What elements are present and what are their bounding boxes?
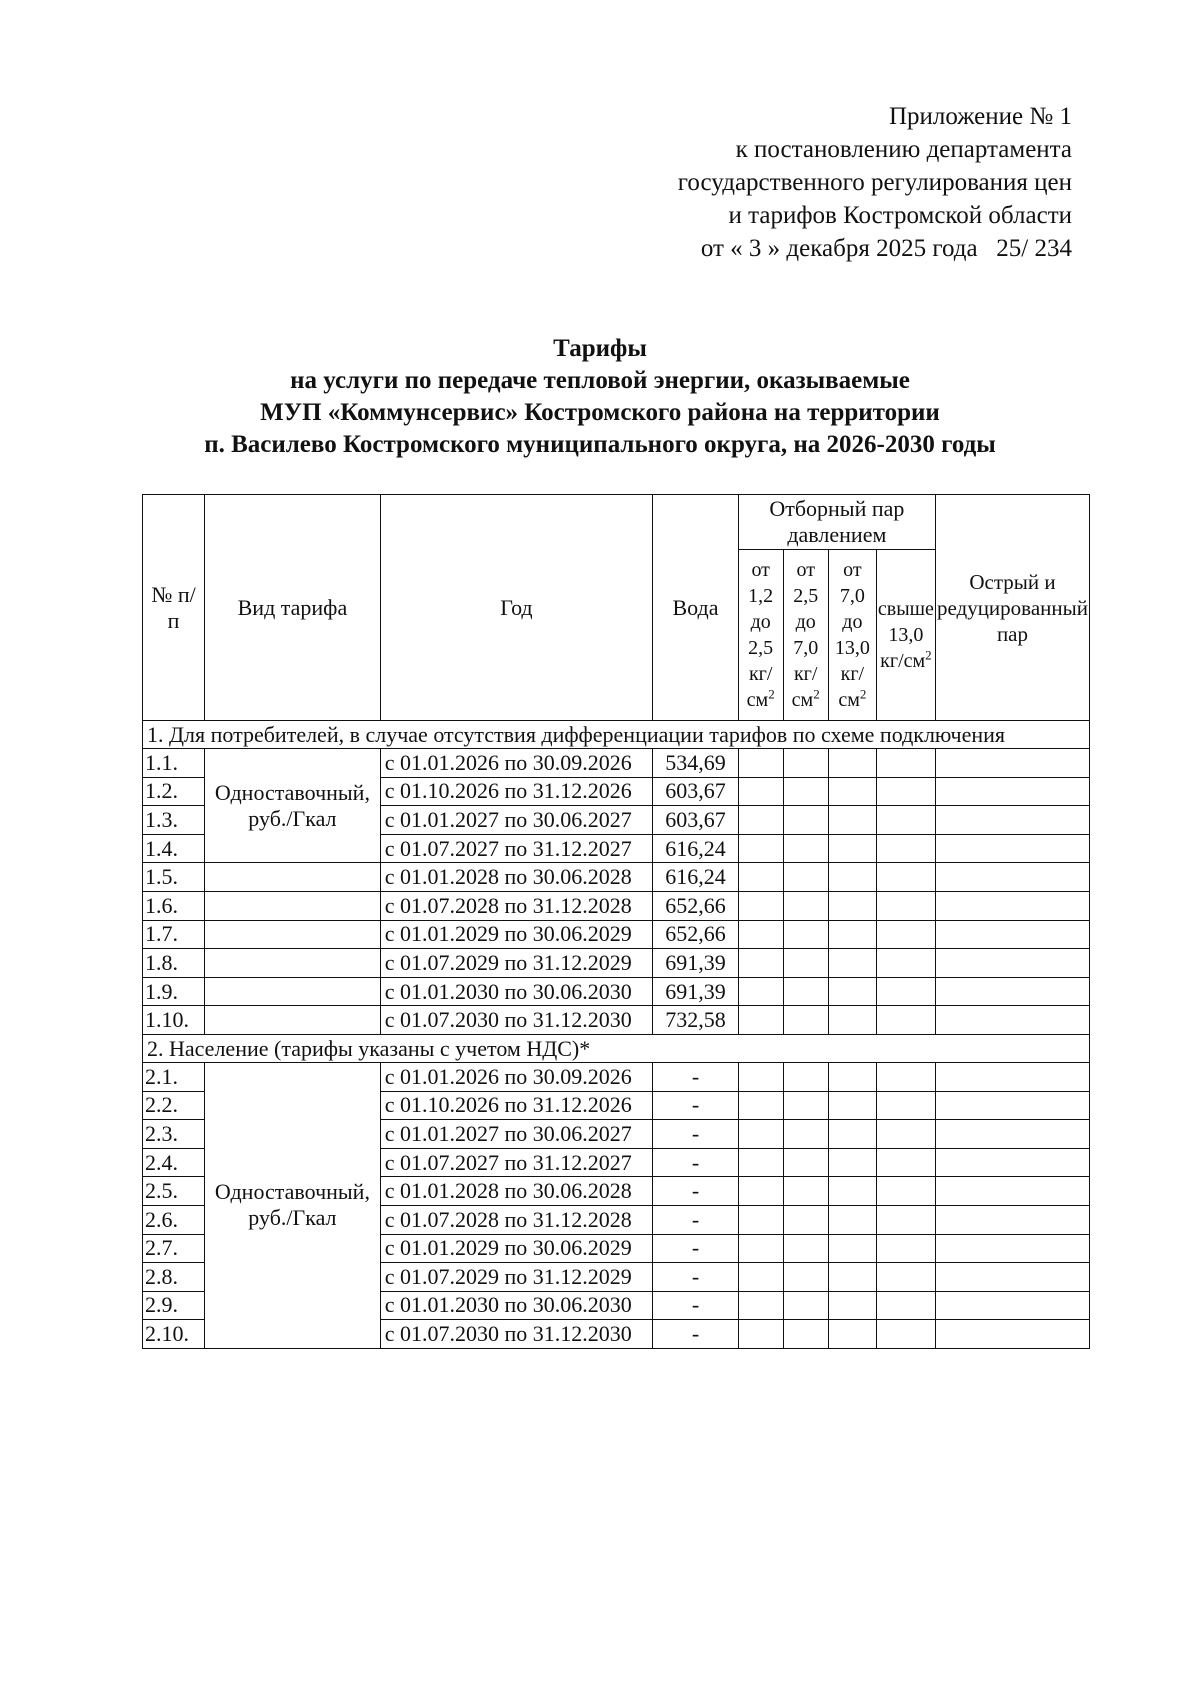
tariff-kind-empty <box>205 891 381 920</box>
empty-cell <box>828 1263 876 1292</box>
row-number: 1.9. <box>143 977 205 1006</box>
row-number: 1.8. <box>143 949 205 978</box>
empty-cell <box>828 920 876 949</box>
header-year: Год <box>380 495 652 721</box>
header-kind: Вид тарифа <box>205 495 381 721</box>
empty-cell <box>783 1177 828 1206</box>
header-steam-1: от 1,2 до 2,5 $кг/см^2$ <box>738 550 783 721</box>
header-number: № п/п <box>143 495 205 721</box>
row-water-value: 691,39 <box>653 977 739 1006</box>
row-number: 2.4. <box>143 1148 205 1177</box>
empty-cell <box>828 949 876 978</box>
header-steam-3: от 7,0 до 13,0 $кг/см^2$ <box>828 550 876 721</box>
row-number: 1.1. <box>143 749 205 778</box>
row-period: с 01.01.2026 по 30.09.2026 <box>380 1062 652 1091</box>
row-number: 1.10. <box>143 1006 205 1035</box>
section-row <box>143 1034 1090 1062</box>
row-water-value: 603,67 <box>653 806 739 835</box>
row-period: с 01.01.2030 по 30.06.2030 <box>380 1291 652 1320</box>
empty-cell <box>738 1263 783 1292</box>
table-row <box>143 863 1090 892</box>
empty-cell <box>783 949 828 978</box>
empty-cell <box>783 863 828 892</box>
empty-cell <box>738 1177 783 1206</box>
empty-cell <box>738 1120 783 1149</box>
empty-cell <box>935 1234 1089 1263</box>
empty-cell <box>828 777 876 806</box>
row-water-value: - <box>653 1120 739 1149</box>
empty-cell <box>876 1291 935 1320</box>
empty-cell <box>876 834 935 863</box>
empty-cell <box>828 1291 876 1320</box>
tariff-kind-line: Одноставочный, <box>214 779 370 805</box>
row-period: с 01.07.2029 по 31.12.2029 <box>380 1263 652 1292</box>
tariff-kind-line: Одноставочный, <box>214 1179 370 1205</box>
empty-cell <box>876 806 935 835</box>
table-row <box>143 920 1090 949</box>
row-water-value: 691,39 <box>653 949 739 978</box>
title-line: на услуги по передаче тепловой энергии, оказываемые <box>290 367 910 394</box>
row-number: 2.5. <box>143 1177 205 1206</box>
row-number: 1.4. <box>143 834 205 863</box>
empty-cell <box>876 1320 935 1349</box>
empty-cell <box>738 1205 783 1234</box>
row-period: с 01.01.2029 по 30.06.2029 <box>380 1234 652 1263</box>
header-water: Вода <box>653 495 739 721</box>
empty-cell <box>876 749 935 778</box>
empty-cell <box>935 1205 1089 1234</box>
empty-cell <box>876 1263 935 1292</box>
row-water-value: - <box>653 1062 739 1091</box>
empty-cell <box>738 749 783 778</box>
row-water-value: 616,24 <box>653 863 739 892</box>
header-sharp-steam: Острый и редуцированный пар <box>935 495 1089 721</box>
row-period: с 01.01.2027 по 30.06.2027 <box>380 806 652 835</box>
row-number: 2.3. <box>143 1120 205 1149</box>
section-title: 1. Для потребителей, в случае отсутствия дифференциации тарифов по схеме подключения <box>143 721 1090 749</box>
empty-cell <box>828 1205 876 1234</box>
table-row <box>143 1062 1090 1091</box>
row-water-value: - <box>653 1234 739 1263</box>
row-water-value: - <box>653 1291 739 1320</box>
row-period: с 01.07.2028 по 31.12.2028 <box>380 891 652 920</box>
row-water-value: 652,66 <box>653 920 739 949</box>
row-period: с 01.07.2030 по 31.12.2030 <box>380 1006 652 1035</box>
appendix-line: и тарифов Костромской области <box>728 202 1072 229</box>
tariff-kind-empty <box>205 977 381 1006</box>
empty-cell <box>828 891 876 920</box>
empty-cell <box>828 749 876 778</box>
empty-cell <box>828 1177 876 1206</box>
tariff-kind-empty <box>205 920 381 949</box>
row-period: с 01.01.2030 по 30.06.2030 <box>380 977 652 1006</box>
row-water-value: - <box>653 1263 739 1292</box>
row-number: 1.3. <box>143 806 205 835</box>
row-number: 2.10. <box>143 1320 205 1349</box>
empty-cell <box>935 1148 1089 1177</box>
empty-cell <box>783 920 828 949</box>
empty-cell <box>876 1234 935 1263</box>
row-period: с 01.07.2027 по 31.12.2027 <box>380 1148 652 1177</box>
tariff-kind-line: руб./Гкал <box>248 805 337 831</box>
empty-cell <box>738 1148 783 1177</box>
document-title <box>0 333 1200 461</box>
empty-cell <box>876 891 935 920</box>
empty-cell <box>876 777 935 806</box>
row-number: 1.7. <box>143 920 205 949</box>
row-period: с 01.07.2029 по 31.12.2029 <box>380 949 652 978</box>
table-row <box>143 1006 1090 1035</box>
tariff-kind-line: руб./Гкал <box>248 1205 337 1231</box>
section-title: 2. Население (тарифы указаны с учетом НДС)* <box>143 1034 1090 1062</box>
empty-cell <box>935 1291 1089 1320</box>
row-water-value: 603,67 <box>653 777 739 806</box>
row-water-value: 534,69 <box>653 749 739 778</box>
row-period: с 01.07.2027 по 31.12.2027 <box>380 834 652 863</box>
header-steam-group: Отборный пар давлением <box>738 495 935 550</box>
table-row <box>143 977 1090 1006</box>
empty-cell <box>876 977 935 1006</box>
tariff-kind-empty <box>205 863 381 892</box>
empty-cell <box>828 863 876 892</box>
row-number: 2.7. <box>143 1234 205 1263</box>
empty-cell <box>876 1148 935 1177</box>
empty-cell <box>935 977 1089 1006</box>
empty-cell <box>738 1091 783 1120</box>
tariff-kind-empty <box>205 949 381 978</box>
empty-cell <box>876 1091 935 1120</box>
empty-cell <box>935 891 1089 920</box>
header-steam-4: свыше 13,0 $кг/см^2$ <box>876 550 935 721</box>
empty-cell <box>738 1062 783 1091</box>
empty-cell <box>935 863 1089 892</box>
empty-cell <box>783 1062 828 1091</box>
table-row <box>143 949 1090 978</box>
row-period: с 01.10.2026 по 31.12.2026 <box>380 777 652 806</box>
row-number: 1.2. <box>143 777 205 806</box>
appendix-line: от « 3 » декабря 2025 года 25/ 234 <box>700 235 1072 262</box>
appendix-header <box>678 100 1072 265</box>
empty-cell <box>738 977 783 1006</box>
empty-cell <box>876 949 935 978</box>
empty-cell <box>935 1263 1089 1292</box>
empty-cell <box>783 1320 828 1349</box>
row-water-value: - <box>653 1148 739 1177</box>
tariff-table <box>142 494 1090 1349</box>
title-line: п. Василево Костромского муниципального округа, на 2026-2030 годы <box>204 431 996 458</box>
row-number: 2.6. <box>143 1205 205 1234</box>
section-row <box>143 721 1090 749</box>
empty-cell <box>935 834 1089 863</box>
empty-cell <box>783 1120 828 1149</box>
empty-cell <box>876 1205 935 1234</box>
appendix-line: к постановлению департамента <box>735 136 1072 163</box>
empty-cell <box>738 1291 783 1320</box>
empty-cell <box>828 1062 876 1091</box>
row-period: с 01.01.2028 по 30.06.2028 <box>380 1177 652 1206</box>
title-line: МУП «Коммунсервис» Костромского района на территории <box>260 399 940 426</box>
title-line: Тарифы <box>553 335 647 362</box>
empty-cell <box>828 834 876 863</box>
empty-cell <box>876 1062 935 1091</box>
empty-cell <box>935 806 1089 835</box>
empty-cell <box>828 1148 876 1177</box>
empty-cell <box>783 806 828 835</box>
row-number: 1.5. <box>143 863 205 892</box>
empty-cell <box>828 1234 876 1263</box>
empty-cell <box>935 920 1089 949</box>
row-water-value: 652,66 <box>653 891 739 920</box>
empty-cell <box>935 1062 1089 1091</box>
empty-cell <box>783 777 828 806</box>
empty-cell <box>935 777 1089 806</box>
row-water-value: - <box>653 1320 739 1349</box>
empty-cell <box>738 949 783 978</box>
empty-cell <box>828 977 876 1006</box>
tariff-kind-empty <box>205 1006 381 1035</box>
empty-cell <box>783 749 828 778</box>
empty-cell <box>738 834 783 863</box>
row-number: 2.9. <box>143 1291 205 1320</box>
empty-cell <box>783 977 828 1006</box>
empty-cell <box>935 949 1089 978</box>
empty-cell <box>783 1205 828 1234</box>
empty-cell <box>783 1263 828 1292</box>
empty-cell <box>876 1177 935 1206</box>
row-period: с 01.01.2028 по 30.06.2028 <box>380 863 652 892</box>
empty-cell <box>935 1006 1089 1035</box>
row-period: с 01.01.2029 по 30.06.2029 <box>380 920 652 949</box>
empty-cell <box>738 1234 783 1263</box>
empty-cell <box>876 1006 935 1035</box>
empty-cell <box>738 863 783 892</box>
empty-cell <box>828 1320 876 1349</box>
empty-cell <box>783 1291 828 1320</box>
empty-cell <box>738 777 783 806</box>
empty-cell <box>935 1320 1089 1349</box>
empty-cell <box>783 891 828 920</box>
row-water-value: 732,58 <box>653 1006 739 1035</box>
row-water-value: - <box>653 1091 739 1120</box>
appendix-line: государственного регулирования цен <box>677 169 1072 196</box>
empty-cell <box>783 1148 828 1177</box>
row-period: с 01.10.2026 по 31.12.2026 <box>380 1091 652 1120</box>
row-water-value: - <box>653 1205 739 1234</box>
empty-cell <box>935 1177 1089 1206</box>
empty-cell <box>783 1234 828 1263</box>
empty-cell <box>738 920 783 949</box>
row-water-value: 616,24 <box>653 834 739 863</box>
tariff-kind <box>205 749 381 863</box>
table-body <box>143 721 1090 1349</box>
appendix-line: Приложение № 1 <box>888 103 1072 130</box>
row-number: 1.6. <box>143 891 205 920</box>
empty-cell <box>876 920 935 949</box>
row-water-value: - <box>653 1177 739 1206</box>
empty-cell <box>876 863 935 892</box>
empty-cell <box>738 1320 783 1349</box>
tariff-kind <box>205 1062 381 1348</box>
row-period: с 01.01.2027 по 30.06.2027 <box>380 1120 652 1149</box>
table-row <box>143 749 1090 778</box>
empty-cell <box>828 1006 876 1035</box>
empty-cell <box>935 1091 1089 1120</box>
empty-cell <box>828 1120 876 1149</box>
empty-cell <box>783 834 828 863</box>
header-steam-2: от 2,5 до 7,0 $кг/см^2$ <box>783 550 828 721</box>
empty-cell <box>783 1091 828 1120</box>
empty-cell <box>935 1120 1089 1149</box>
row-period: с 01.07.2030 по 31.12.2030 <box>380 1320 652 1349</box>
row-number: 2.8. <box>143 1263 205 1292</box>
empty-cell <box>738 1006 783 1035</box>
row-period: с 01.01.2026 по 30.09.2026 <box>380 749 652 778</box>
empty-cell <box>828 1091 876 1120</box>
empty-cell <box>738 891 783 920</box>
empty-cell <box>935 749 1089 778</box>
row-number: 2.1. <box>143 1062 205 1091</box>
empty-cell <box>828 806 876 835</box>
table-row <box>143 891 1090 920</box>
row-number: 2.2. <box>143 1091 205 1120</box>
empty-cell <box>876 1120 935 1149</box>
row-period: с 01.07.2028 по 31.12.2028 <box>380 1205 652 1234</box>
empty-cell <box>738 806 783 835</box>
empty-cell <box>783 1006 828 1035</box>
